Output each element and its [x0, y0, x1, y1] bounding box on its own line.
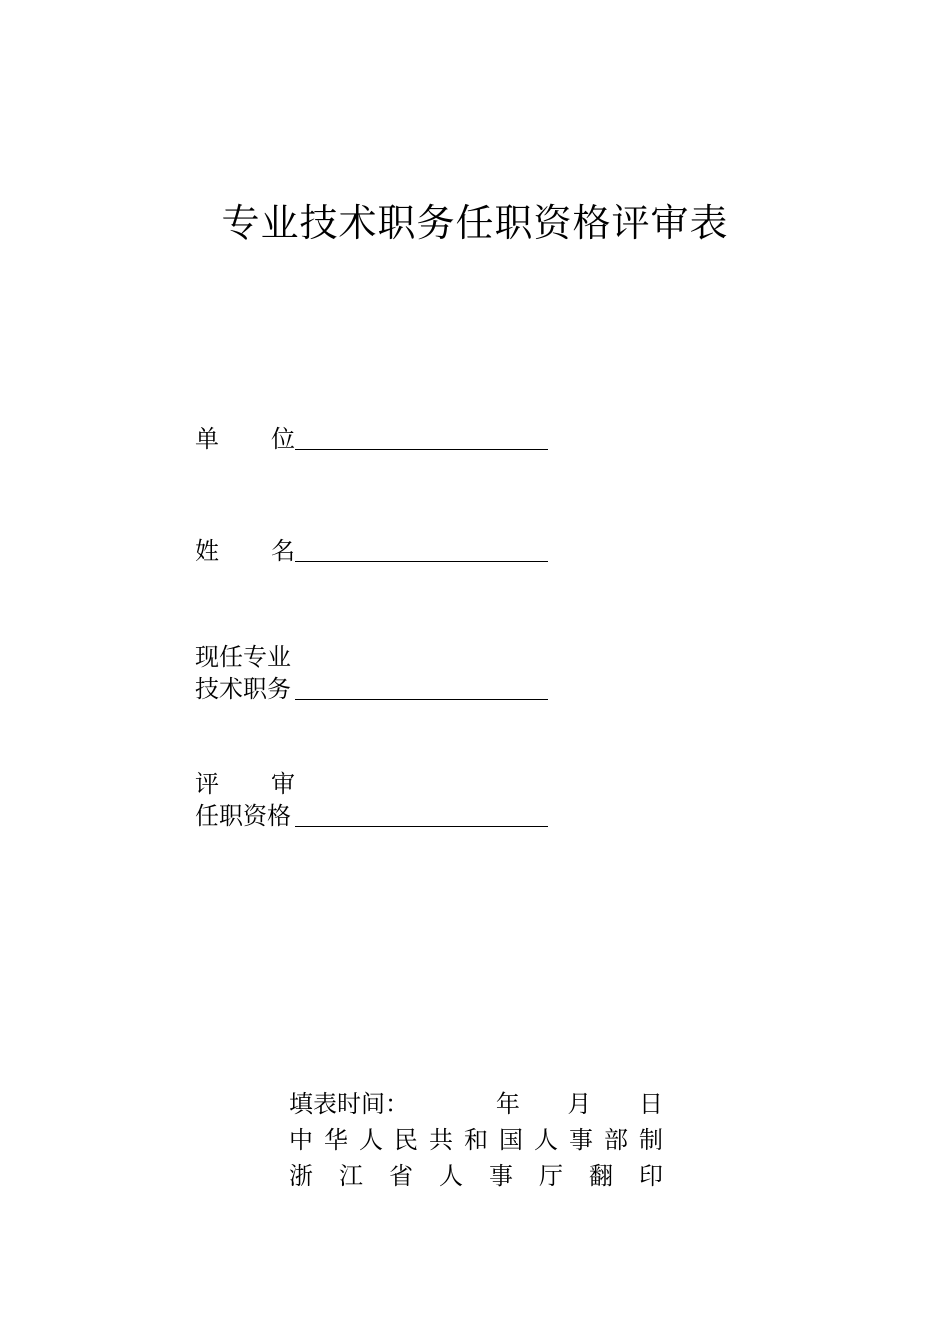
review-label-line1: 评 审	[195, 770, 295, 798]
review-input-line[interactable]	[295, 825, 548, 827]
current-post-input-line[interactable]	[295, 698, 548, 700]
fill-date-label: 填表时间：	[289, 1090, 409, 1118]
unit-label: 单 位	[195, 425, 295, 453]
name-input-line[interactable]	[295, 560, 548, 562]
fill-date-year: 年	[495, 1090, 520, 1118]
field-current-post	[195, 641, 548, 705]
fill-date-row	[289, 1086, 663, 1122]
field-unit	[195, 423, 548, 455]
current-post-label-line2: 技术职务	[195, 675, 291, 703]
fill-date-day: 日	[639, 1090, 663, 1118]
footer	[289, 1086, 663, 1194]
name-label: 姓 名	[195, 537, 295, 565]
field-name	[195, 535, 548, 567]
unit-input-line[interactable]	[295, 448, 548, 450]
issuer-line: 中 华 人 民 共 和 国 人 事 部 制	[289, 1126, 663, 1154]
form-title: 专业技术职务任职资格评审表	[221, 201, 729, 245]
printer-line: 浙 江 省 人 事 厅 翻 印	[289, 1162, 663, 1190]
fill-date-month: 月	[567, 1090, 592, 1118]
field-review-qualification	[195, 768, 548, 832]
review-label-line2: 任职资格	[195, 802, 291, 830]
current-post-label-line1: 现任专业	[195, 643, 291, 671]
